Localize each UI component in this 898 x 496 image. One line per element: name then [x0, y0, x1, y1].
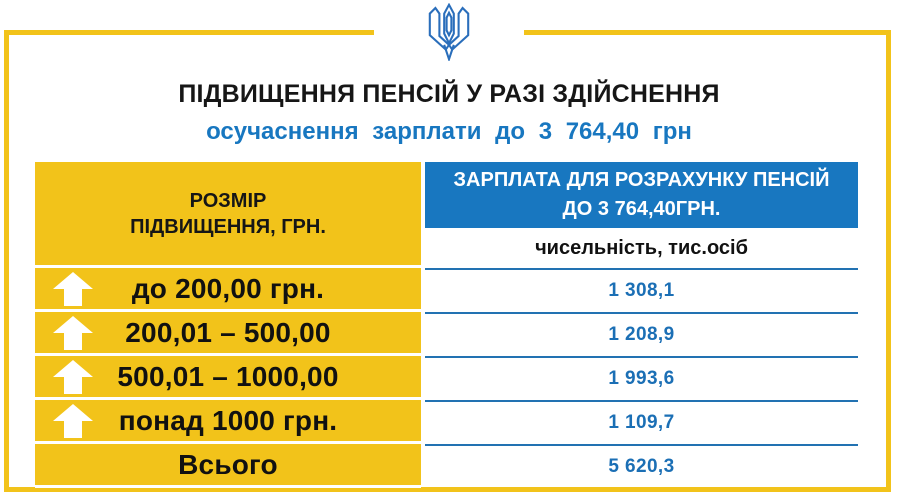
column-subheader-count: чисельність, тис.осіб	[535, 236, 748, 259]
row-label-cell	[35, 268, 421, 312]
up-arrow-icon	[53, 272, 93, 306]
column-header-size	[35, 162, 421, 268]
row-value: 1 993,6	[425, 356, 858, 400]
row-label: 500,01 – 1000,00	[117, 360, 339, 392]
row-value: 5 620,3	[425, 444, 858, 488]
ukraine-trident-icon	[374, 0, 524, 64]
row-value: 1 308,1	[425, 268, 858, 312]
table-rows	[35, 268, 858, 488]
row-label-cell	[35, 356, 421, 400]
column-header-salary-line2: ДО 3 764,40ГРН.	[562, 198, 721, 220]
row-label: 200,01 – 500,00	[125, 316, 331, 348]
column-header-salary-stack	[425, 162, 858, 268]
column-header-salary-line1: ЗАРПЛАТА ДЛЯ РОЗРАХУНКУ ПЕНСІЙ	[453, 169, 830, 191]
up-arrow-icon	[53, 404, 93, 438]
column-header-size-line2: ПІДВИЩЕННЯ, ГРН.	[130, 215, 326, 238]
table-row	[35, 312, 858, 356]
table-header-row	[35, 162, 858, 268]
up-arrow-icon	[53, 316, 93, 350]
row-label-cell	[35, 312, 421, 356]
row-label: до 200,00 грн.	[131, 272, 325, 304]
column-header-size-line1: РОЗМІР	[189, 189, 267, 212]
row-label: понад 1000 грн.	[118, 404, 338, 436]
table-row	[35, 400, 858, 444]
table-row	[35, 356, 858, 400]
row-value: 1 208,9	[425, 312, 858, 356]
up-arrow-icon	[53, 360, 93, 394]
row-label-cell	[35, 444, 421, 488]
table-row	[35, 268, 858, 312]
row-value: 1 109,7	[425, 400, 858, 444]
pension-table	[35, 162, 858, 488]
column-header-salary	[425, 162, 858, 228]
row-label: Всього	[178, 448, 278, 480]
row-label-cell	[35, 400, 421, 444]
table-row	[35, 444, 858, 488]
page-subtitle: осучаснення зарплати до 3 764,40 грн	[206, 118, 692, 145]
page-title: ПІДВИЩЕННЯ ПЕНСІЙ У РАЗІ ЗДІЙСНЕННЯ	[178, 80, 720, 108]
